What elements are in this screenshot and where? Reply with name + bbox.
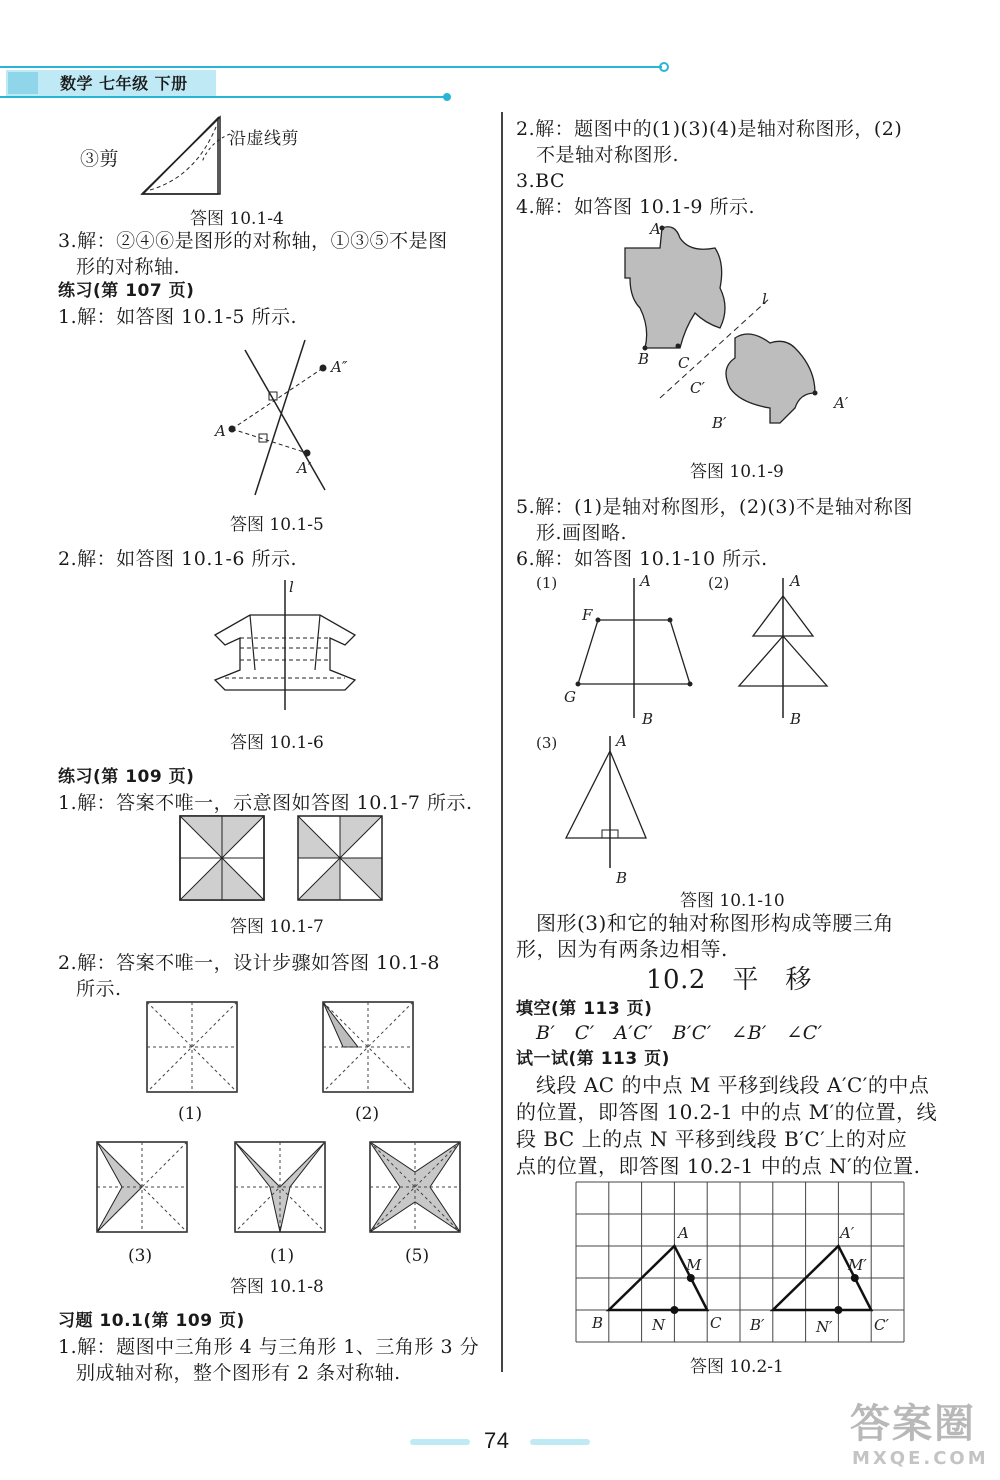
fig10-label-b2: B <box>790 710 802 728</box>
fig7-diagram <box>178 814 438 904</box>
fig9-label-a1: A′ <box>834 394 849 412</box>
fig5-label-a2: A″ <box>331 358 348 376</box>
fig10-diagram <box>530 568 850 888</box>
fig4-label: ③剪 <box>80 148 120 170</box>
r-q2-line2: 不是轴对称图形. <box>536 144 680 166</box>
fig5-label-a: A <box>215 422 226 440</box>
fig8-label-3: (3) <box>128 1246 153 1266</box>
fig5-caption: 答图 10.1-5 <box>230 515 324 535</box>
grid-label-b: B <box>592 1314 604 1332</box>
q3-line2: 形的对称轴. <box>76 256 181 278</box>
grid-label-m: M <box>686 1256 702 1274</box>
fig10-label-3: (3) <box>536 734 558 752</box>
r-q6-after-line2: 形，因为有两条边相等. <box>516 937 728 961</box>
fig10-label-f: F <box>582 606 593 624</box>
try-line3: 段 BC 上的点 N 平移到线段 B′C′上的对应 <box>516 1127 908 1151</box>
fig9-diagram <box>620 218 860 432</box>
header-title: 数学 七年级 下册 <box>60 74 188 93</box>
grid-label-c1: C′ <box>874 1316 889 1334</box>
fig10-label-2: (2) <box>708 574 730 592</box>
fig8-label-2: (2) <box>355 1104 380 1124</box>
p109-q1: 1.解：答案不唯一，示意图如答图 10.1-7 所示. <box>58 792 473 814</box>
fig5-diagram <box>215 330 375 500</box>
fig9-label-c: C <box>678 354 690 372</box>
fig9-label-a: A <box>650 220 661 238</box>
watermark-logo: 答案圈 <box>850 1401 976 1447</box>
p107-q2: 2.解：如答图 10.1-6 所示. <box>58 548 298 570</box>
grid-label-c: C <box>710 1314 722 1332</box>
grid-label-m1: M′ <box>848 1256 867 1274</box>
fig6-axis-label: l <box>289 578 294 596</box>
q3-line1: 3.解：②④⑥是图形的对称轴，①③⑤不是图 <box>58 230 448 252</box>
fig9-label-b: B <box>638 350 650 368</box>
fig6-caption: 答图 10.1-6 <box>230 733 324 753</box>
fig4-caption: 答图 10.1-4 <box>190 209 284 229</box>
fig9-label-b1: B′ <box>712 414 727 432</box>
fig10-label-a1: A <box>640 572 651 590</box>
p109-q2-line1: 2.解：答案不唯一，设计步骤如答图 10.1-8 <box>58 952 440 974</box>
p109-q2-line2: 所示. <box>76 978 122 1000</box>
try-line2: 的位置，即答图 10.2-1 中的点 M′的位置，线 <box>516 1100 938 1124</box>
fill-answers: B′ C′ A′C′ B′C′ ∠B′ ∠C′ <box>536 1022 823 1044</box>
fig9-caption: 答图 10.1-9 <box>690 462 784 482</box>
r-q6: 6.解：如答图 10.1-10 所示. <box>516 548 768 570</box>
r-q4: 4.解：如答图 10.1-9 所示. <box>516 196 756 218</box>
grid-label-n1: N′ <box>816 1318 833 1336</box>
p107-q1: 1.解：如答图 10.1-5 所示. <box>58 306 298 328</box>
ex-q1-line2: 别成轴对称，整个图形有 2 条对称轴. <box>76 1362 401 1384</box>
fig8-label-1: (1) <box>178 1104 203 1124</box>
practice-109-heading: 练习(第 109 页) <box>58 767 195 787</box>
column-divider <box>500 112 504 1372</box>
fig8-label-5: (5) <box>405 1246 430 1266</box>
r-q5-line2: 形.画图略. <box>536 522 628 544</box>
section-title: 10.2 平 移 <box>646 965 812 995</box>
r-q2-line1: 2.解：题图中的(1)(3)(4)是轴对称图形，(2) <box>516 118 903 140</box>
fig9-label-c1: C′ <box>690 379 705 397</box>
fig4-note: 沿虚线剪 <box>229 129 299 149</box>
fig10-label-a2: A <box>790 572 801 590</box>
practice-107-heading: 练习(第 107 页) <box>58 281 195 301</box>
fig8-caption: 答图 10.1-8 <box>230 1277 324 1297</box>
fig8-diagram <box>95 1000 475 1240</box>
r-q6-after-line1: 图形(3)和它的轴对称图形构成等腰三角 <box>536 911 894 935</box>
fig5-label-a1: A′ <box>297 459 312 477</box>
page-number: 74 <box>484 1428 510 1453</box>
fig10-label-1: (1) <box>536 574 558 592</box>
fig10-caption: 答图 10.1-10 <box>680 891 785 911</box>
try-line4: 点的位置，即答图 10.2-1 中的点 N′的位置. <box>516 1154 921 1178</box>
r-q3: 3.BC <box>516 170 565 192</box>
fig9-label-l: l <box>762 290 767 308</box>
fig8-label-4: (1) <box>270 1246 295 1266</box>
ex-q1-line1: 1.解：题图中三角形 4 与三角形 1、三角形 3 分 <box>58 1336 480 1358</box>
fig10-label-b3: B <box>616 869 628 887</box>
try-line1: 线段 AC 的中点 M 平移到线段 A′C′的中点 <box>536 1073 930 1097</box>
fig7-caption: 答图 10.1-7 <box>230 917 324 937</box>
exercise-heading: 习题 10.1(第 109 页) <box>58 1311 245 1331</box>
grid-label-n: N <box>652 1316 666 1334</box>
grid-label-a: A <box>678 1224 689 1242</box>
fig10-label-b1: B <box>642 710 654 728</box>
fig10-label-g: G <box>564 688 576 706</box>
fill-heading: 填空(第 113 页) <box>516 999 653 1019</box>
fig6-diagram <box>205 570 365 710</box>
watermark-url: MXQE.COM <box>852 1448 989 1469</box>
grid-caption: 答图 10.2-1 <box>690 1357 784 1377</box>
r-q5-line1: 5.解：(1)是轴对称图形，(2)(3)不是轴对称图 <box>516 496 913 518</box>
fig10-label-a3: A <box>616 732 627 750</box>
grid-label-b1: B′ <box>750 1316 765 1334</box>
try-heading: 试一试(第 113 页) <box>516 1049 670 1069</box>
grid-label-a1: A′ <box>840 1224 855 1242</box>
grid-figure <box>574 1180 914 1350</box>
